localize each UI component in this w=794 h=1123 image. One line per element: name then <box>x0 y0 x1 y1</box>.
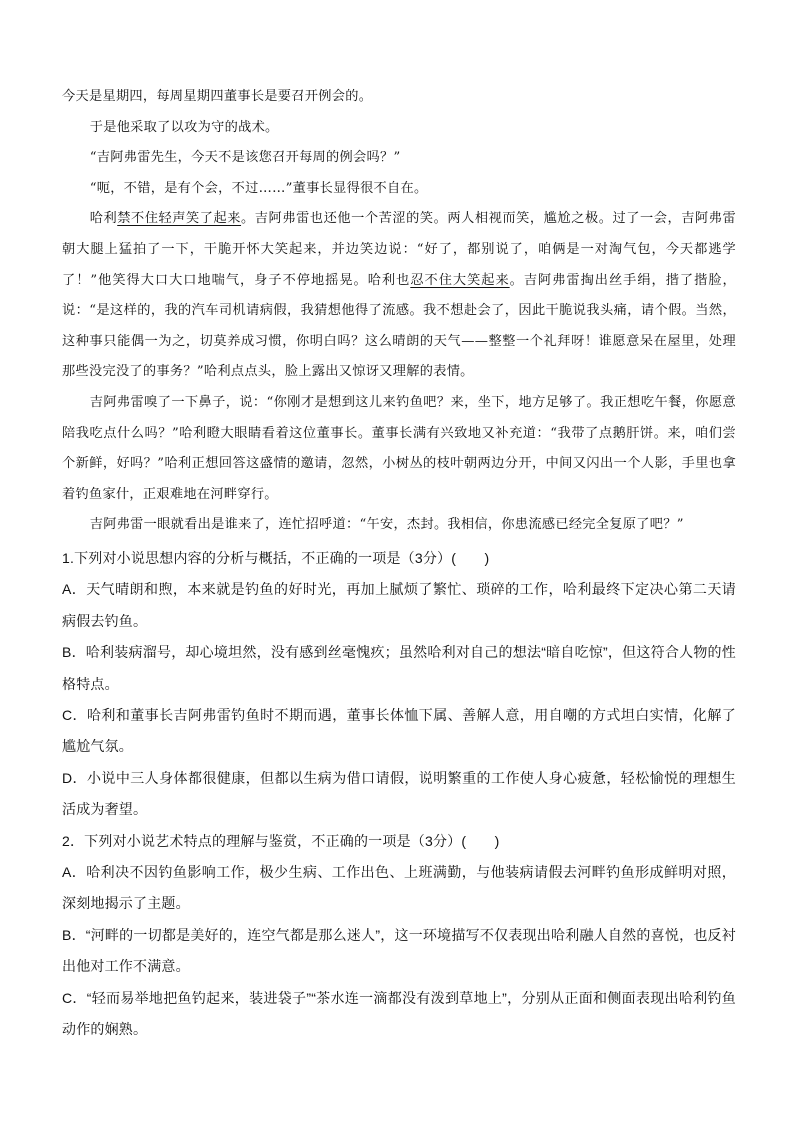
story-paragraph-6: 吉阿弗雷嗅了一下鼻子，说：“你刚才是想到这儿来钓鱼吧？来，坐下，地方足够了。我正想吃午餐，你愿意陪我吃点什么吗？”哈利瞪大眼睛看着这位董事长。董事长满有兴致地又补充道：“我带了点鹅肝饼。来，咱们尝个新鲜，好吗？”哈利正想回答这盛情的邀请，忽然，小树丛的枝叶朝两边分开，中间又闪出一个人影，手里也拿着钓鱼家什，正艰难地在河畔穿行。 <box>62 394 736 502</box>
paragraph-5-text-c: 。吉阿弗雷掏出丝手绢，揩了揩脸，说：“是这样的，我的汽车司机请病假，我猜想他得了流感。我不想赴会了，因此干脆说我头痛，请个假。当然，这种事只能偶一为之，切莫养成习惯，你明白吗？这么晴朗的天气——整整一个礼拜呀！谁愿意呆在屋里，处理那些没完没了的事务？”哈利点点头，脸上露出又惊讶又理解的表情。 <box>62 272 736 380</box>
question-section <box>62 543 736 1046</box>
story-paragraph-2: 于是他采取了以攻为守的战术。 <box>89 119 279 135</box>
story-paragraph-4: “呃，不错，是有个会，不过……”董事长显得很不自在。 <box>89 180 428 196</box>
option-c: C．哈利和董事长吉阿弗雷钓鱼时不期而遇，董事长体恤下属、善解人意，用自嘲的方式坦白实情，化解了尴尬气氛。 <box>62 706 736 755</box>
option-a: A．天气晴朗和煦，本来就是钓鱼的好时光，再加上腻烦了繁忙、琐碎的工作，哈利最终下定决心第二天请病假去钓鱼。 <box>62 581 736 629</box>
story-paragraph-1: 今天是星期四，每周星期四董事长是要召开例会的。 <box>62 89 373 104</box>
option-b: B．哈利装病溜号，却心境坦然，没有感到丝毫愧疚；虽然哈利对自己的想法“暗自吃惊”，但这符合人物的性格特点。 <box>62 644 736 692</box>
story-excerpt <box>62 82 736 541</box>
underlined-phrase-2: 忍不住大笑起来 <box>410 272 510 288</box>
option-c: C．“轻而易举地把鱼钓起来，装进袋子”“茶水连一滴都没有泼到草地上”，分别从正面和侧面表现出哈利钓鱼动作的娴熟。 <box>62 989 736 1037</box>
question-2 <box>62 826 736 1046</box>
option-d: D．小说中三人身体都很健康，但都以生病为借口请假，说明繁重的工作使人身心疲惫，轻松愉悦的理想生活成为奢望。 <box>62 769 736 818</box>
question-stem: 1.下列对小说思想内容的分析与概括，不正确的一项是（3分）( ) <box>62 549 490 566</box>
option-a: A．哈利决不因钓鱼影响工作，极少生病、工作出色、上班满勤，与他装病请假去河畔钓鱼形成鲜明对照，深刻地揭示了主题。 <box>62 863 736 912</box>
question-1 <box>62 543 736 826</box>
paragraph-5-text-a: 哈利 <box>89 211 118 227</box>
question-stem: 2．下列对小说艺术特点的理解与鉴赏，不正确的一项是（3分）( ) <box>62 832 500 849</box>
underlined-phrase-1: 禁不住轻声笑了起来 <box>117 211 242 227</box>
story-paragraph-7: 吉阿弗雷一眼就看出是谁来了，连忙招呼道：“午安，杰封。我相信，你患流感已经完全复原了吧？” <box>89 517 684 533</box>
paragraph-5-text-b: 。吉阿弗雷也还他一个苦涩的笑。两人相视而笑，尴尬之极。过了一会，吉阿弗雷朝大腿上猛拍了一下，干脆开怀大笑起来，并边笑边说：“好了，都别说了，咱俩是一对淘气包，今天都逃学了！”他笑得大口大口地喘气，身子不停地摇晃。哈利也 <box>62 211 736 288</box>
story-paragraph-5 <box>62 204 736 388</box>
option-b: B．“河畔的一切都是美好的，连空气都是那么迷人”，这一环境描写不仅表现出哈利融人自然的喜悦，也反衬出他对工作不满意。 <box>62 926 736 975</box>
story-paragraph-3: “吉阿弗雷先生，今天不是该您召开每周的例会吗？” <box>89 150 401 166</box>
